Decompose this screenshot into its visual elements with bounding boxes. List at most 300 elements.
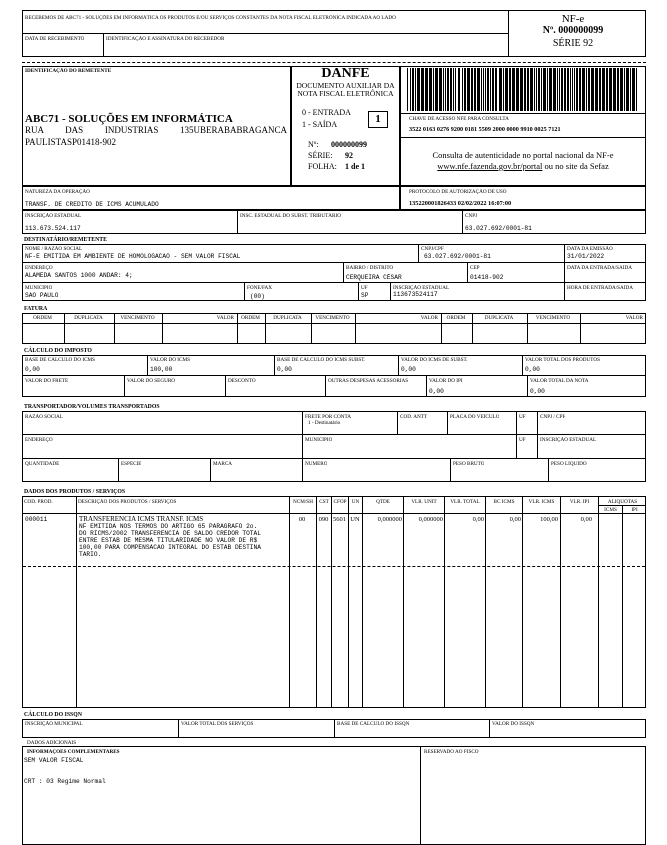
fatura-col-header: ORDEM	[446, 315, 466, 321]
barcode-bar	[553, 68, 556, 111]
produtos-col-divider	[444, 496, 445, 708]
dest-municipio: SAO PAULO	[25, 292, 59, 299]
total-nota: 0,00	[530, 388, 545, 395]
imp-h1	[22, 375, 646, 376]
produtos-col-divider	[76, 496, 77, 708]
total-produtos-label: VALOR TOTAL DOS PRODUTOS	[525, 357, 600, 363]
prod-bc-icms: 0,00	[509, 516, 521, 523]
produtos-col-divider	[331, 496, 332, 708]
adicionais-box	[22, 746, 646, 845]
produtos-col-header: VLR. TOTAL	[450, 499, 480, 505]
produtos-col-header: ALIQUOTAS	[607, 499, 638, 505]
fatura-col-header: VENCIMENTO	[315, 315, 350, 321]
barcode-bar	[407, 68, 408, 111]
barcode-bar	[561, 68, 563, 111]
produtos-col-header: CST	[319, 499, 329, 505]
dest-nome-label: NOME / RAZÃO SOCIAL	[25, 246, 83, 252]
barcode-bar	[425, 68, 428, 111]
barcode-bar	[574, 68, 575, 111]
chave-hline1	[400, 113, 646, 114]
barcode-bar	[588, 68, 590, 111]
produtos-col-header: CFOP	[333, 499, 347, 505]
fatura-col-divider	[265, 313, 266, 344]
dest-cnpj: 63.027.692/0001-81	[424, 253, 491, 260]
fatura-col-header: VENCIMENTO	[535, 315, 571, 321]
barcode-bar	[582, 68, 585, 111]
prod-vlr-ipi: 0,00	[580, 516, 592, 523]
prod-descricao: TRANSFERENCIA ICMS TRANSF. ICMS	[79, 515, 204, 523]
issqn-base-label: BASE DE CÁLCULO DO ISSQN	[337, 721, 410, 727]
barcode-bar	[609, 68, 612, 111]
barcode-bar	[450, 68, 452, 111]
barcode-bar	[632, 68, 635, 111]
imp-v2	[274, 355, 275, 375]
danfe-subtitle1: DOCUMENTO AUXILIAR DA	[296, 81, 395, 90]
barcode-bar	[599, 68, 601, 111]
dest-bairro-label: BAIRRO / DISTRITO	[346, 265, 394, 271]
barcode-bar	[429, 68, 432, 111]
natureza-valor: TRANSF. DE CREDITO DE ICMS ACUMULADO	[25, 201, 159, 208]
natureza-label: NATUREZA DA OPERAÇÃO	[25, 189, 90, 195]
produtos-col-header: UN	[351, 499, 360, 505]
barcode-bar	[464, 68, 466, 111]
barcode-bar	[527, 68, 529, 111]
frete-label: VALOR DO FRETE	[25, 378, 69, 384]
prod-header-line	[22, 513, 646, 514]
barcode-bar	[471, 68, 473, 111]
issqn-v1	[178, 719, 179, 738]
danfe-serie: 92	[345, 151, 353, 160]
danfe-tipo: 1	[368, 111, 388, 128]
barcode-bar	[433, 68, 434, 111]
valor-st-label: VALOR DO ICMS DE SUBST.	[401, 357, 468, 363]
dest-fone: (00)	[250, 293, 265, 300]
tr-v7	[210, 458, 211, 482]
barcode-bar	[591, 68, 594, 111]
barcode-bar	[439, 68, 442, 111]
aliq-icms-label: ICMS	[604, 507, 617, 513]
barcode-bar	[541, 68, 542, 111]
emitente-endereco2: PAULISTASP01418-902	[25, 137, 116, 147]
barcode-bar	[626, 68, 629, 111]
canhoto-divider	[508, 10, 509, 57]
dest-uf: SP	[361, 292, 369, 299]
fatura-col-divider	[527, 313, 528, 344]
danfe-subtitle2: NOTA FISCAL ELETRÔNICA	[297, 89, 394, 98]
danfe-folha: 1 de 1	[345, 162, 365, 171]
barcode-bar	[503, 68, 504, 111]
adicionais-v1	[420, 746, 421, 845]
dest-entrada-saida-label: DATA DA ENTRADA/SAÍDA	[567, 265, 633, 271]
barcode-bar	[435, 68, 438, 111]
imp-v6	[225, 375, 226, 397]
tr-h1	[22, 434, 646, 435]
total-produtos: 0,00	[525, 366, 540, 373]
fatura-col-divider	[162, 313, 163, 344]
base-st: 0,00	[277, 366, 292, 373]
issqn-im-label: INSCRIÇÃO MUNICIPAL	[25, 721, 83, 727]
dest-h1	[22, 262, 646, 263]
protocolo-label: PROTOCOLO DE AUTORIZAÇÃO DE USO	[409, 189, 507, 195]
barcode-bar	[412, 68, 414, 111]
cut-line	[22, 62, 646, 63]
barcode	[407, 68, 639, 111]
barcode-bar	[636, 68, 637, 111]
barcode-bar	[547, 68, 548, 111]
issqn-valor-label: VALOR DO ISSQN	[492, 721, 535, 727]
insc-v2	[462, 210, 463, 234]
barcode-bar	[495, 68, 497, 111]
produtos-col-header: QTDE	[376, 499, 390, 505]
emitente-label: IDENTIFICAÇÃO DO REMETENTE	[25, 68, 112, 74]
danfe-saida: 1 - SAÍDA	[302, 120, 338, 129]
dest-h2	[22, 282, 646, 283]
barcode-bar	[536, 68, 537, 111]
fatura-col-divider	[311, 313, 312, 344]
barcode-bar	[564, 68, 566, 111]
consulta-link[interactable]: www.nfe.fazenda.gov.br/portal	[437, 161, 543, 171]
produtos-col-divider	[485, 496, 486, 708]
produtos-section: DADOS DOS PRODUTOS / SERVIÇOS	[24, 489, 126, 495]
imp-v7	[325, 375, 326, 397]
prod-cst: 090	[318, 516, 329, 523]
prod-cod: 000011	[25, 516, 48, 523]
emitente-endereco1: RUA DAS INDUSTRIAS 135UBERABABRAGANCA	[25, 125, 287, 135]
barcode-bar	[617, 68, 619, 111]
fatura-col-header: VALOR	[420, 315, 438, 321]
aliq-ipi-label: IPI	[631, 507, 638, 513]
tr-frete-label: FRETE POR CONTA	[305, 414, 351, 420]
consulta-text1: Consulta de autenticidade no portal nacional da NF-e	[432, 150, 614, 160]
barcode-bar	[499, 68, 502, 111]
fatura-col-divider	[114, 313, 115, 344]
barcode-bar	[443, 68, 444, 111]
canhoto-nfe: NF-e	[561, 13, 585, 25]
barcode-bar	[492, 68, 494, 111]
imp-v3	[398, 355, 399, 375]
dest-v4	[467, 262, 468, 282]
produtos-col-header: VLR. UNIT	[411, 499, 437, 505]
dest-emissao: 31/01/2022	[567, 253, 605, 260]
tr-marca-label: MARCA	[213, 461, 233, 467]
produtos-col-divider	[348, 496, 349, 708]
tr-especie-label: ESPÉCIE	[121, 461, 142, 467]
barcode-bar	[417, 68, 420, 111]
fatura-col-divider	[472, 313, 473, 344]
tr-endereco-label: ENDEREÇO	[25, 437, 53, 443]
barcode-bar	[613, 68, 616, 111]
total-nota-label: VALOR TOTAL DA NOTA	[530, 378, 589, 384]
produtos-col-divider	[289, 496, 290, 708]
fatura-col-header: DUPLICATA	[273, 315, 302, 321]
tr-h2	[22, 458, 646, 459]
produtos-col-divider	[362, 496, 363, 708]
imp-v9	[527, 375, 528, 397]
barcode-bar	[516, 68, 519, 111]
dest-v5	[244, 282, 245, 301]
destinatario-section: DESTINATÁRIO/REMETENTE	[24, 237, 107, 243]
fatura-h1	[22, 323, 646, 324]
fisco-label: RESERVADO AO FISCO	[424, 749, 479, 755]
danfe-numero-label: Nº:	[308, 140, 319, 149]
iest-label: INSC. ESTADUAL DO SUBST. TRIBUTÁRIO	[240, 213, 341, 219]
barcode-bar	[445, 68, 446, 111]
base-st-label: BASE DE CÁLCULO DO ICMS SUBST.	[277, 357, 366, 363]
barcode-bar	[557, 68, 558, 111]
barcode-bar	[490, 68, 491, 111]
aliquotas-vsplit	[622, 505, 623, 708]
produtos-col-header: VLR. ICMS	[528, 499, 555, 505]
barcode-bar	[520, 68, 523, 111]
dest-v7	[390, 282, 391, 301]
prod-cfop: 5601	[333, 516, 346, 523]
fatura-col-header: VALOR	[625, 315, 643, 321]
tr-uf-label: UF	[519, 414, 526, 420]
desconto-label: DESCONTO	[228, 378, 256, 384]
fatura-col-divider	[441, 313, 442, 344]
canhoto-vline	[103, 33, 104, 57]
dest-cnpj-label: CNPJ/CPF	[421, 246, 444, 252]
tr-v6	[118, 458, 119, 482]
emitente-nome: ABC71 - SOLUÇÕES EM INFORMÁTICA	[25, 113, 233, 125]
ie-label: INSCRIÇÃO ESTADUAL	[25, 213, 82, 219]
cnpj-valor: 63.027.692/0001-81	[465, 225, 532, 232]
produtos-col-header: BC ICMS	[493, 499, 515, 505]
base-icms-label: BASE DE CÁLCULO DO ICMS	[25, 357, 96, 363]
barcode-bar	[467, 68, 470, 111]
barcode-bar	[586, 68, 587, 111]
assinatura-label: IDENTIFICAÇÃO E ASSINATURA DO RECEBEDOR	[106, 36, 225, 42]
fatura-col-header: ORDEM	[33, 315, 52, 321]
consulta-line2	[400, 161, 646, 171]
imp-v8	[426, 375, 427, 397]
insc-v1	[237, 210, 238, 234]
prod-un: UN	[350, 516, 360, 523]
consulta-text2: ou no site da Sefaz	[542, 161, 609, 171]
valor-st: 0,00	[401, 366, 416, 373]
produtos-col-header: VLR. IPI	[569, 499, 590, 505]
barcode-bar	[447, 68, 449, 111]
ipi: 0,00	[429, 388, 444, 395]
produtos-col-divider	[522, 496, 523, 708]
dest-fone-label: FONE/FAX	[247, 285, 272, 291]
cnpj-label: CNPJ	[465, 213, 478, 219]
barcode-bar	[595, 68, 598, 111]
tr-frete: 1 - Destinatário	[308, 420, 341, 426]
prod-detalhe1: NF EMITIDA NOS TERMOS DO ARTIGO 65 PARAGRAFO 2o.	[79, 523, 258, 530]
issqn-v3	[489, 719, 490, 738]
barcode-bar	[453, 68, 454, 111]
fatura-col-divider	[64, 313, 65, 344]
transportador-section: TRANSPORTADOR/VOLUMES TRANSPORTADOS	[24, 404, 160, 410]
imp-v5	[124, 375, 125, 397]
tr-v8	[450, 458, 451, 482]
barcode-bar	[410, 68, 411, 111]
fatura-col-header: VENCIMENTO	[120, 315, 155, 321]
prod-detalhe3: ENTRE ESTAB DE MESMA TITULARIDADE NO VALOR DE R$	[79, 537, 258, 544]
tr-antt-label: COD. ANTT	[400, 414, 428, 420]
tr-uf2-label: UF	[519, 437, 526, 443]
dest-endereco-label: ENDEREÇO	[25, 265, 53, 271]
dest-uf-label: UF	[361, 285, 368, 291]
barcode-bar	[549, 68, 552, 111]
produtos-col-header: DESCRIÇÃO DOS PRODUTOS / SERVIÇOS	[78, 499, 177, 505]
danfe-numero: 000000099	[331, 140, 367, 149]
barcode-bar	[485, 68, 486, 111]
prod-vlr-icms: 100,00	[540, 516, 558, 523]
barcode-bar	[567, 68, 569, 111]
canhoto-hline	[22, 33, 508, 34]
produtos-col-divider	[598, 496, 599, 708]
fatura-col-header: DUPLICATA	[484, 315, 514, 321]
barcode-bar	[477, 68, 480, 111]
dest-ie: 113673524117	[393, 291, 438, 298]
barcode-bar	[538, 68, 540, 111]
canhoto-numero: Nº. 000000099	[542, 25, 604, 36]
barcode-bar	[559, 68, 560, 111]
produtos-col-header: NCM/SH	[293, 499, 313, 505]
dest-emissao-label: DATA DA EMISSÃO	[567, 246, 613, 252]
barcode-bar	[606, 68, 608, 111]
prod-vlr-total: 0,00	[472, 516, 484, 523]
barcode-bar	[415, 68, 416, 111]
barcode-bar	[576, 68, 578, 111]
dest-cep: 01418-902	[470, 274, 504, 281]
barcode-bar	[474, 68, 476, 111]
danfe-serie-label: SÉRIE:	[308, 151, 333, 160]
barcode-bar	[572, 68, 573, 111]
barcode-bar	[512, 68, 515, 111]
dest-bairro: CERQUEIRA CÉSAR	[346, 274, 402, 281]
canhoto-recebemos: RECEBEMOS DE ABC71 - SOLUÇÕES EM INFORMÁTICA OS PRODUTOS E/OU SERVIÇOS CONSTANTES DA NOTA FISCAL ELETRÔNICA INDICADA AO LADO	[25, 15, 396, 21]
barcode-bar	[524, 68, 526, 111]
issqn-total-label: VALOR TOTAL DOS SERVIÇOS	[181, 721, 254, 727]
tr-v4	[516, 411, 517, 458]
outras-label: OUTRAS DESPESAS ACESSÓRIAS	[328, 378, 409, 384]
barcode-bar	[579, 68, 581, 111]
tr-municipio-label: MUNICÍPIO	[305, 437, 333, 443]
dest-v6	[358, 282, 359, 301]
issqn-section: CÁLCULO DO ISSQN	[24, 712, 82, 718]
barcode-bar	[530, 68, 533, 111]
tr-cnpj-label: CNPJ / CPF	[540, 414, 566, 420]
tr-placa-label: PLACA DO VEÍCULO	[450, 414, 500, 420]
danfe-title: DANFE	[321, 66, 370, 81]
tr-numero-label: NUMERO	[305, 461, 328, 467]
barcode-bar	[487, 68, 489, 111]
valor-icms-label: VALOR DO ICMS	[150, 357, 190, 363]
barcode-bar	[458, 68, 460, 111]
tr-peso-bruto-label: PESO BRUTO	[453, 461, 485, 467]
ie-valor: 113.673.524.117	[25, 225, 81, 232]
dest-endereco: ALAMEDA SANTOS 1000 ANDAR: 4;	[25, 272, 133, 279]
barcode-bar	[421, 68, 424, 111]
imp-v1	[147, 355, 148, 375]
barcode-bar	[630, 68, 631, 111]
tr-quantidade-label: QUANTIDADE	[25, 461, 60, 467]
barcode-bar	[602, 68, 605, 111]
tr-v3	[447, 411, 448, 434]
tr-v1	[302, 411, 303, 482]
barcode-bar	[483, 68, 484, 111]
info-comp-label: INFORMAÇÕES COMPLEMENTARES	[27, 749, 120, 755]
fatura-col-divider	[355, 313, 356, 344]
fatura-col-header: VALOR	[216, 315, 234, 321]
tr-ie-label: INSCRIÇÃO ESTADUAL	[540, 437, 597, 443]
barcode-bar	[505, 68, 508, 111]
fatura-col-header: DUPLICATA	[74, 315, 103, 321]
fatura-col-divider	[580, 313, 581, 344]
dest-hora-label: HORA DE ENTRADA/SAÍDA	[567, 285, 633, 291]
dest-v2	[564, 244, 565, 301]
fatura-section: FATURA	[24, 306, 48, 312]
dest-ie-label: INSCRIÇÃO ESTADUAL	[393, 285, 450, 291]
chave-label: CHAVE DE ACESSO NFE PARA CONSULTA	[409, 116, 509, 122]
canhoto-serie: SÉRIE 92	[552, 38, 594, 49]
protocolo-valor: 135220001826433 02/02/2022 16:07:00	[409, 200, 512, 207]
tr-peso-liquido-label: PESO LÍQUIDO	[551, 461, 587, 467]
chave-hline2	[400, 137, 646, 138]
issqn-v2	[334, 719, 335, 738]
adicionais-section: DADOS ADICIONAIS	[27, 740, 77, 746]
prod-qtde: 0,000000	[377, 516, 402, 523]
barcode-bar	[455, 68, 456, 111]
danfe-folha-label: FOLHA:	[308, 162, 337, 171]
info-linha2: CRT : 03 Regime Normal	[24, 778, 106, 785]
produtos-col-header: COD. PROD.	[24, 499, 53, 505]
dest-v1	[418, 244, 419, 262]
barcode-bar	[570, 68, 571, 111]
dest-municipio-label: MUNICÍPIO	[25, 285, 53, 291]
prod-vlr-unit: 0,000000	[418, 516, 443, 523]
chave-valor: 3522 0163 0276 9200 0181 5509 2000 0000 9910 0025 7121	[409, 126, 561, 133]
imp-v4	[522, 355, 523, 375]
imposto-section: CÁLCULO DO IMPOSTO	[24, 348, 92, 354]
tr-v5	[537, 411, 538, 458]
danfe-entrada: 0 - ENTRADA	[302, 108, 351, 117]
base-icms: 0,00	[25, 366, 40, 373]
barcode-bar	[620, 68, 623, 111]
barcode-bar	[462, 68, 463, 111]
ipi-label: VALOR DO IPI	[429, 378, 463, 384]
tr-razao-label: RAZÃO SOCIAL	[25, 414, 63, 420]
barcode-bar	[509, 68, 511, 111]
produtos-col-divider	[403, 496, 404, 708]
valor-icms: 100,00	[150, 366, 173, 373]
prod-detalhe5: TARIO.	[79, 551, 102, 558]
dest-nome: NF-E EMITIDA EM AMBIENTE DE HOMOLOGACAO - SEM VALOR FISCAL	[25, 253, 241, 260]
prod-ncm: 00	[298, 516, 306, 523]
tr-v2	[397, 411, 398, 434]
dest-v3	[343, 262, 344, 282]
produtos-col-divider	[316, 496, 317, 708]
barcode-bar	[534, 68, 535, 111]
prod-detalhe4: 100,00 PARA COMPENSACAO INTEGRAL DO ESTAB DESTINA	[79, 544, 261, 551]
barcode-bar	[624, 68, 625, 111]
info-linha1: SEM VALOR FISCAL	[24, 757, 84, 764]
tr-v9	[548, 458, 549, 482]
barcode-bar	[481, 68, 482, 111]
produtos-col-divider	[560, 496, 561, 708]
barcode-bar	[543, 68, 546, 111]
fatura-col-divider	[237, 313, 238, 344]
dest-cep-label: CEP	[470, 265, 480, 271]
fatura-col-header: ORDEM	[241, 315, 260, 321]
prod-row-separator	[23, 566, 645, 567]
seguro-label: VALOR DO SEGURO	[127, 378, 176, 384]
data-recebimento-label: DATA DE RECEBIMENTO	[25, 36, 85, 42]
prod-detalhe2: DO RICMS/2002 TRANSFERENCIA DE SALDO CREDOR TOTAL	[79, 530, 261, 537]
